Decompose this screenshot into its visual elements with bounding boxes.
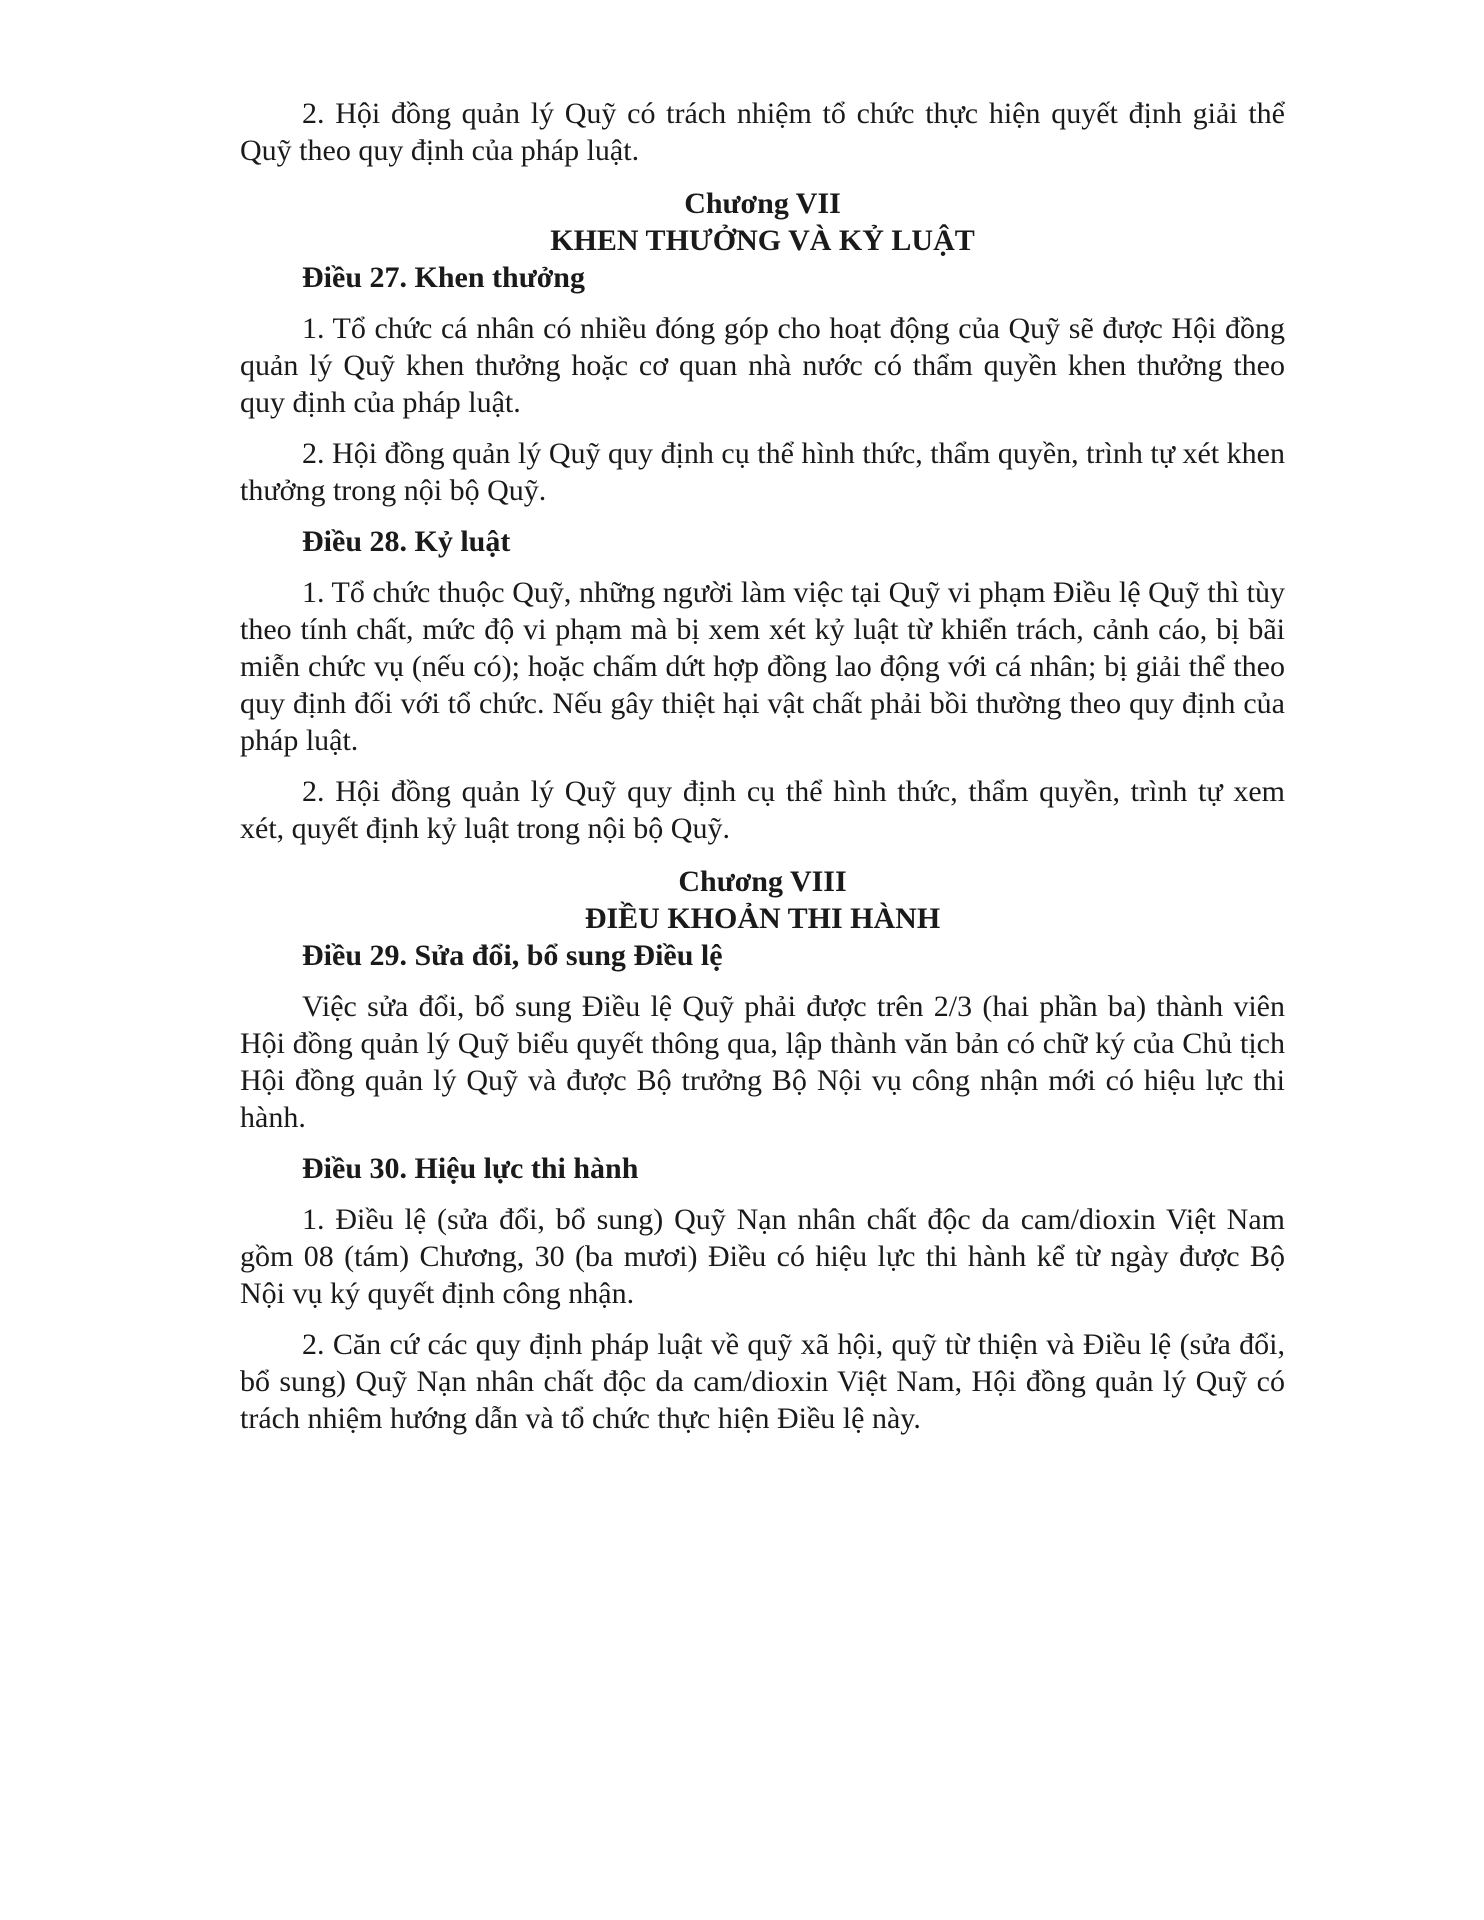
article-30-heading: Điều 30. Hiệu lực thi hành [302, 1152, 639, 1185]
article-27-paragraph: 2. Hội đồng quản lý Quỹ quy định cụ thể hình thức, thẩm quyền, trình tự xét khen thưởng trong nội bộ Quỹ. [240, 437, 1285, 507]
article-30-paragraph: 2. Căn cứ các quy định pháp luật về quỹ xã hội, quỹ từ thiện và Điều lệ (sửa đổi, bổ sung) Quỹ Nạn nhân chất độc da cam/dioxin Việt Nam, Hội đồng quản lý Quỹ có trách nhiệm hướng dẫn và tổ chức thực hiện Điều lệ này. [240, 1328, 1285, 1435]
chapter-8-label: Chương VIII [678, 865, 847, 898]
intro-paragraph: 2. Hội đồng quản lý Quỹ có trách nhiệm tổ chức thực hiện quyết định giải thể Quỹ theo quy định của pháp luật. [240, 97, 1285, 167]
article-27-heading: Điều 27. Khen thưởng [302, 261, 585, 294]
article-28-paragraph: 2. Hội đồng quản lý Quỹ quy định cụ thể hình thức, thẩm quyền, trình tự xem xét, quyết định kỷ luật trong nội bộ Quỹ. [240, 775, 1285, 845]
article-29-heading: Điều 29. Sửa đổi, bổ sung Điều lệ [302, 939, 723, 972]
article-27-paragraph: 1. Tổ chức cá nhân có nhiều đóng góp cho hoạt động của Quỹ sẽ được Hội đồng quản lý Quỹ khen thưởng hoặc cơ quan nhà nước có thẩm quyền khen thưởng theo quy định của pháp luật. [240, 312, 1285, 419]
chapter-7-label: Chương VII [684, 187, 841, 220]
chapter-8-title: ĐIỀU KHOẢN THI HÀNH [584, 902, 941, 935]
article-30-paragraph: 1. Điều lệ (sửa đổi, bổ sung) Quỹ Nạn nhân chất độc da cam/dioxin Việt Nam gồm 08 (tám) Chương, 30 (ba mươi) Điều có hiệu lực thi hành kể từ ngày được Bộ Nội vụ ký quyết định công nhận. [240, 1203, 1285, 1310]
document-page [240, 95, 1285, 1451]
article-29-paragraph: Việc sửa đổi, bổ sung Điều lệ Quỹ phải được trên 2/3 (hai phần ba) thành viên Hội đồng quản lý Quỹ biểu quyết thông qua, lập thành văn bản có chữ ký của Chủ tịch Hội đồng quản lý Quỹ và được Bộ trưởng Bộ Nội vụ công nhận mới có hiệu lực thi hành. [240, 990, 1285, 1134]
article-28-paragraph: 1. Tổ chức thuộc Quỹ, những người làm việc tại Quỹ vi phạm Điều lệ Quỹ thì tùy theo tính chất, mức độ vi phạm mà bị xem xét kỷ luật từ khiển trách, cảnh cáo, bị bãi miễn chức vụ (nếu có); hoặc chấm dứt hợp đồng lao động với cá nhân; bị giải thể theo quy định đối với tổ chức. Nếu gây thiệt hại vật chất phải bồi thường theo quy định của pháp luật. [240, 576, 1285, 757]
chapter-7-title: KHEN THƯỞNG VÀ KỶ LUẬT [550, 224, 975, 257]
article-28-heading: Điều 28. Kỷ luật [302, 525, 511, 558]
